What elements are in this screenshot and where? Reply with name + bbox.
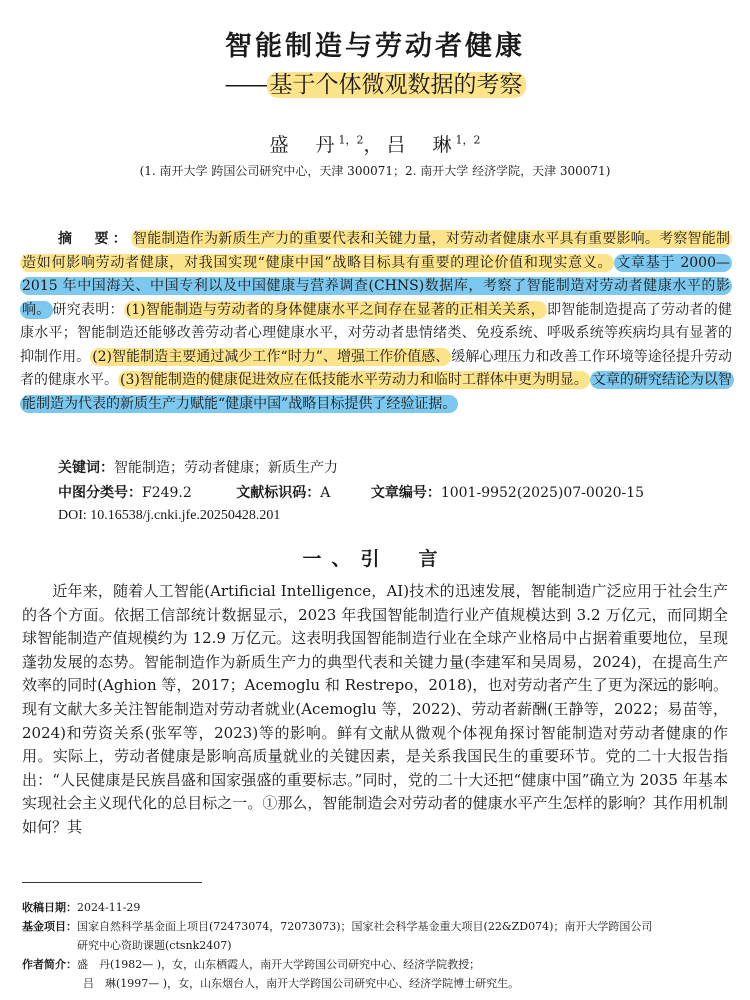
abstract [20, 228, 732, 416]
fund-label: 基金项目： [22, 920, 77, 933]
paper-subtitle [0, 66, 750, 99]
abstract-label: 摘 要： [58, 231, 131, 247]
section-heading: 一、引 言 [302, 548, 448, 570]
fund-value: 国家自然科学基金面上项目(72473074，72073073)；国家社会科学基金重大项目(22&ZD074)；南开大学跨国公司 [77, 920, 653, 933]
doc-code-label: 文献标识码： [236, 485, 321, 501]
doc-code-value: A [320, 485, 331, 501]
received-value: 2024-11-29 [77, 901, 141, 914]
footnote-author-2 [22, 974, 732, 993]
author-2-affil: 1，2 [455, 133, 481, 147]
author-bio-label: 作者简介： [22, 958, 77, 971]
footnote-author-1 [22, 955, 732, 974]
author-bio-1: 盛 丹(1982— )，女，山东栖霞人，南开大学跨国公司研究中心、经济学院教授； [77, 958, 481, 971]
abstract-text-5: 即智能制造提高了劳动者的健康水平；智能制造还能够改善劳动者心理健康水平，对劳动者患情绪类、免疫系统、呼吸系统等疾病均具有显著的抑制作用。 [20, 301, 733, 365]
footnote-received [22, 898, 732, 917]
author-line [0, 130, 750, 157]
author-2: 吕 琳 [386, 134, 456, 156]
abstract-highlight-2: 文章基于 2000—2015 年中国海关、中国专利以及中国健康与营养调查(CHNS)数据库，考察了智能制造对劳动者健康水平的影响。 [22, 254, 730, 318]
affiliation: (1. 南开大学 跨国公司研究中心，天津 300071；2. 南开大学 经济学院，天津 300071) [139, 164, 611, 178]
abstract-text-7: 缓解心理压力和改善工作环境等途径提升劳动者的健康水平。 [20, 348, 732, 388]
doi[interactable]: DOI: 10.16538/j.cnki.jfe.20250428.201 [58, 508, 281, 523]
article-no-value: 1001-9952(2025)07-0020-15 [440, 485, 645, 501]
received-label: 收稿日期： [22, 901, 77, 914]
intro-paragraph [22, 580, 728, 840]
author-bio-2: 吕 琳(1997— )，女，山东烟台人，南开大学跨国公司研究中心、经济学院博士研究生。 [83, 977, 520, 990]
abstract-highlight-4: (1)智能制造与劳动者的身体健康水平之间存在显著的正相关关系， [125, 301, 545, 318]
subtitle-text: 基于个体微观数据的考察 [267, 72, 526, 98]
abstract-highlight-1: 智能制造作为新质生产力的重要代表和关键力量，对劳动者健康水平具有重要影响。考察智能制造如何影响劳动者健康，对我国实现“健康中国”战略目标具有重要的理论价值和现实意义。 [22, 231, 730, 271]
footnote-fund [22, 917, 732, 955]
keywords-label: 关键词： [58, 460, 114, 476]
abstract-highlight-8: (3)智能制造的健康促进效应在低技能水平劳动力和临时工群体中更为明显。 [120, 372, 588, 388]
article-no-label: 文章编号： [370, 485, 441, 501]
footnote-divider [22, 882, 202, 883]
author-1: 盛 丹 [269, 134, 339, 156]
keywords [58, 457, 338, 477]
fund-value-cont: 研究中心资助课题(ctsnk2407) [77, 939, 232, 952]
keywords-value: 智能制造；劳动者健康；新质生产力 [114, 460, 338, 476]
footnotes [22, 898, 732, 993]
intro-text: 近年来，随着人工智能(Artificial Intelligence，AI)技术的迅速发展，智能制造广泛应用于社会生产的各个方面。依据工信部统计数据显示，2023 年我国智能制造行业产值规模达到 3.2 万亿元，而同期全球智能制造产值规模约为 12.9 万亿元。这表明我国智能制造行业在全球产业格局中占据着重要地位，呈现蓬勃发展的态势。智能制造作为新质生产力的典型代表和关键力量(李建军和吴周易，2024)，在提高生产效率的同时(Aghion 等，2017；Acemoglu 和 Restrepo，2018)，也对劳动者产生了更为深远的影响。现有文献大多关注智能制造对劳动者就业(Acemoglu 等，2022)、劳动者薪酬(王静等，2022；易苗等，2024)和劳资关系(张军等，2023)等的影响。鲜有文献从微观个体视角探讨智能制造对劳动者健康的作用。实际上，劳动者健康是影响高质量就业的关键因素，是关系我国民生的重要环节。党的二十大报告指出：“人民健康是民族昌盛和国家强盛的重要标志。”同时，党的二十大还把“健康中国”确立为 2035 年基本实现社会主义现代化的总目标之一。①那么，智能制造会对劳动者的健康水平产生怎样的影响？其作用机制如何？其 [22, 582, 728, 836]
paper-title: 智能制造与劳动者健康 [225, 31, 525, 62]
author-separator: ， [363, 134, 387, 156]
abstract-highlight-6: (2)智能制造主要通过减少工作“时力”、增强工作价值感、 [92, 348, 450, 365]
author-1-affil: 1，2 [338, 133, 364, 147]
abstract-highlight-9: 文章的研究结论为以智能制造为代表的新质生产力赋能“健康中国”战略目标提供了经验证据。 [22, 372, 732, 412]
clc-label: 中图分类号： [58, 485, 142, 501]
abstract-text-3: 研究表明： [52, 301, 124, 318]
classification-line [58, 482, 644, 502]
clc-value: F249.2 [142, 485, 192, 501]
subtitle-dash: —— [224, 72, 267, 98]
